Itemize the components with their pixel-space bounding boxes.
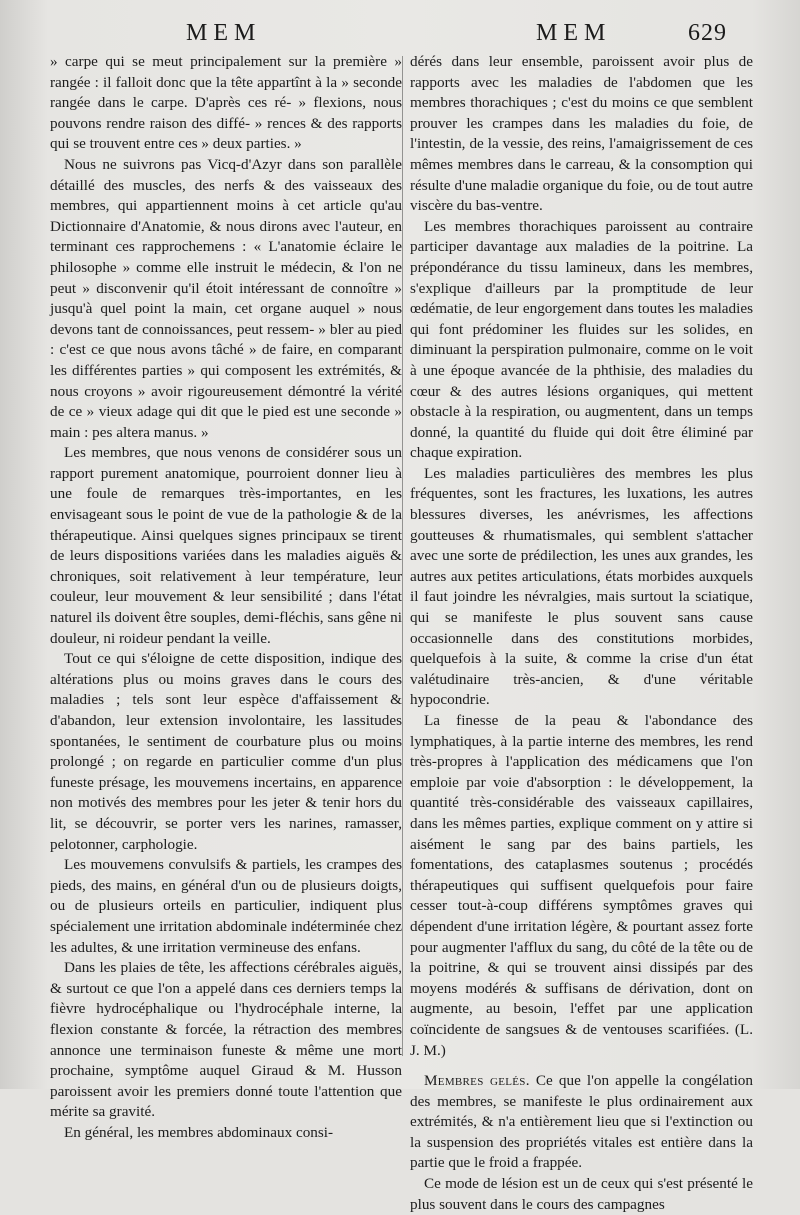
right-paragraph-3: Les maladies particulières des membres les plus fréquentes, sont les fractures, les luxations, les autres blessures diverses, les anévrismes, les affections goutteuses & rhumatismales, qui semblent s'attacher avec une sorte de prédilection, les unes aux grandes, les autres aux petites articulations, états morbides auxquels il faut joindre les névralgies, mais surtout la sciatique, qui se manifeste le plus souvent sans cause occasionnelle dans des constitutions morbides, quelquefois à la suite, & comme la crise d'un état valétudinaire très-ancien, & d'une véritable hypocondrie. bbox=[410, 464, 753, 709]
entry-heading: Membres gelés. bbox=[424, 1072, 530, 1090]
entry-membres-geles bbox=[410, 1071, 753, 1174]
left-paragraph-5: Les mouvemens convulsifs & partiels, les crampes des pieds, des mains, en général d'un ou de plusieurs doigts, ou de plusieurs orteils en particulier, indiquent plus spécialement une irritation abdominale indéterminée chez les adultes, & une irritation vermineuse des enfans. bbox=[50, 856, 402, 956]
left-paragraph-3: Les membres, que nous venons de considérer sous un rapport purement anatomique, pourroient donner lieu à une foule de remarques très-importantes, en les envisageant sous le point de vue de la pathologie & de la thérapeutique. Ainsi quelques signes principaux se tirent de leurs dispositions variées dans les maladies aiguës & chroniques, soit relativement à leur température, leur couleur, leur mouvement & leur sensibilité ; dans l'état naturel ils doivent être souples, demi-fléchis, sans gêne ni douleur, ni roideur pendant la veille. bbox=[50, 444, 402, 647]
running-head bbox=[0, 14, 800, 50]
header-left-word: MEM bbox=[186, 20, 262, 46]
left-paragraph-2: Nous ne suivrons pas Vicq-d'Azyr dans son parallèle détaillé des muscles, des nerfs & des vaisseaux des membres, qui appartiennent moins à cet article qu'au Dictionnaire d'Anatomie, & nous dirons avec l'auteur, en terminant ces rapprochemens : « L'anatomie éclaire le philosophe » comme elle instruit le médecin, & l'on ne peut » disconvenir qu'il étoit intéressant de connoître » jusqu'à quel point la main, cet organe auquel » nous devons tant de connoissances, peut ressem- » bler au pied : c'est ce que nous avons tâché » de faire, en comparant les différentes parties » qui composent les extrémités, & nous croyons » avoir rigoureusement démontré la vérité de ce » vieux adage qui dit que le pied est une seconde » main : pes altera manus. » bbox=[50, 155, 402, 441]
left-paragraph-6: Dans les plaies de tête, les affections cérébrales aiguës, & surtout ce que l'on a appelé dans ces derniers temps la fièvre hydrocéphalique ou l'hydrocéphale interne, la flexion constante & forcée, la rétraction des membres annonce une terminaison funeste & même une mort prochaine, symptôme auquel Giraud & M. Husson paroissent avoir les premiers donné toute l'attention que mérite sa gravité. bbox=[50, 959, 402, 1121]
right-paragraph-1: dérés dans leur ensemble, paroissent avoir plus de rapports avec les maladies de l'abdomen que les membres thorachiques ; c'est du moins ce que semblent prouver les crampes dans les maladies du foie, de l'intestin, de la vessie, des reins, l'amaigrissement de ces mêmes membres dans le carreau, & la consomption qui résulte d'une maladie organique du foie, ou de tout autre viscère du bas-ventre. bbox=[410, 53, 753, 215]
left-column bbox=[50, 52, 402, 1143]
right-paragraph-2: Les membres thorachiques paroissent au contraire participer davantage aux maladies de la poitrine. La prépondérance du tissu lamineux, dans les membres, s'explique d'ailleurs par la promptitude de leur œdématie, de leur engorgement dans toutes les maladies qui font prédominer les fluides sur les solides, en diminuant la perspiration pulmonaire, comme on le voit à une époque avancée de la phthisie, des maladies du cœur & des autres lésions organiques, qui mettent obstacle à la respiration, ou augmentent, dans un temps donné, la quantité du fluide qui doit être éliminé par chaque expiration. bbox=[410, 217, 753, 462]
entry-text: Ce que l'on appelle la congélation des membres, se manifeste le plus ordinairement aux extrémités, & n'a entièrement lieu que si l'extinction ou la suspension des propriétés vitales est entière dans la partie que le froid a frappée. bbox=[410, 1072, 753, 1172]
page-number: 629 bbox=[688, 20, 727, 46]
column-divider bbox=[402, 56, 403, 1056]
right-paragraph-6: Ce mode de lésion est un de ceux qui s'est présenté le plus souvent dans le cours des campagnes bbox=[410, 1175, 753, 1213]
right-paragraph-4: La finesse de la peau & l'abondance des lymphatiques, à la partie interne des membres, les rend très-propres à l'application des médicamens que l'on emploie par voie d'absorption : le développement, la quantité très-considérable des vaisseaux capillaires, dans les mêmes parties, explique comment on y attire si aisément le sang par des bains partiels, les fomentations, des cataplasmes soutenus ; procédés thérapeutiques qui suffisent quelquefois pour faire cesser tout-à-coup différens symptômes graves qui dépendent d'une irritation légère, & pourtant assez forte pour augmenter l'afflux du sang, du côté de la tête ou de la poitrine, & qui se trouvent ainsi dissipés par des moyens modérés & suffisans de dérivation, dont on augmente, au besoin, l'effet par une application coïncidente de sangsues & de ventouses scarifiées. (L. J. M.) bbox=[410, 712, 753, 1059]
left-paragraph-1: » carpe qui se meut principalement sur la première » rangée : il falloit donc que la tête appartînt à la » seconde rangée dans le carpe. D'après ces ré- » flexions, nous pouvons rendre raison des diffé- » rences & des rapports qui se trouvent entre ces » deux parties. » bbox=[50, 53, 402, 153]
left-paragraph-4: Tout ce qui s'éloigne de cette disposition, indique des altérations plus ou moins graves dans le cours des maladies ; tels sont leur espèce d'affaissement & d'abandon, leur extension involontaire, les lassitudes spontanées, le sentiment de courbature plus ou moins prolongé ; on regarde en particulier comme d'un plus funeste présage, les mouvemens incertains, en apparence non motivés des membres pour les jeter & tenir hors du lit, se découvrir, se porter vers les narines, ramasser, pelotonner, carphologie. bbox=[50, 650, 402, 853]
left-paragraph-7: En général, les membres abdominaux consi- bbox=[64, 1123, 334, 1141]
right-column bbox=[410, 52, 753, 1215]
header-right-word: MEM bbox=[536, 20, 612, 46]
